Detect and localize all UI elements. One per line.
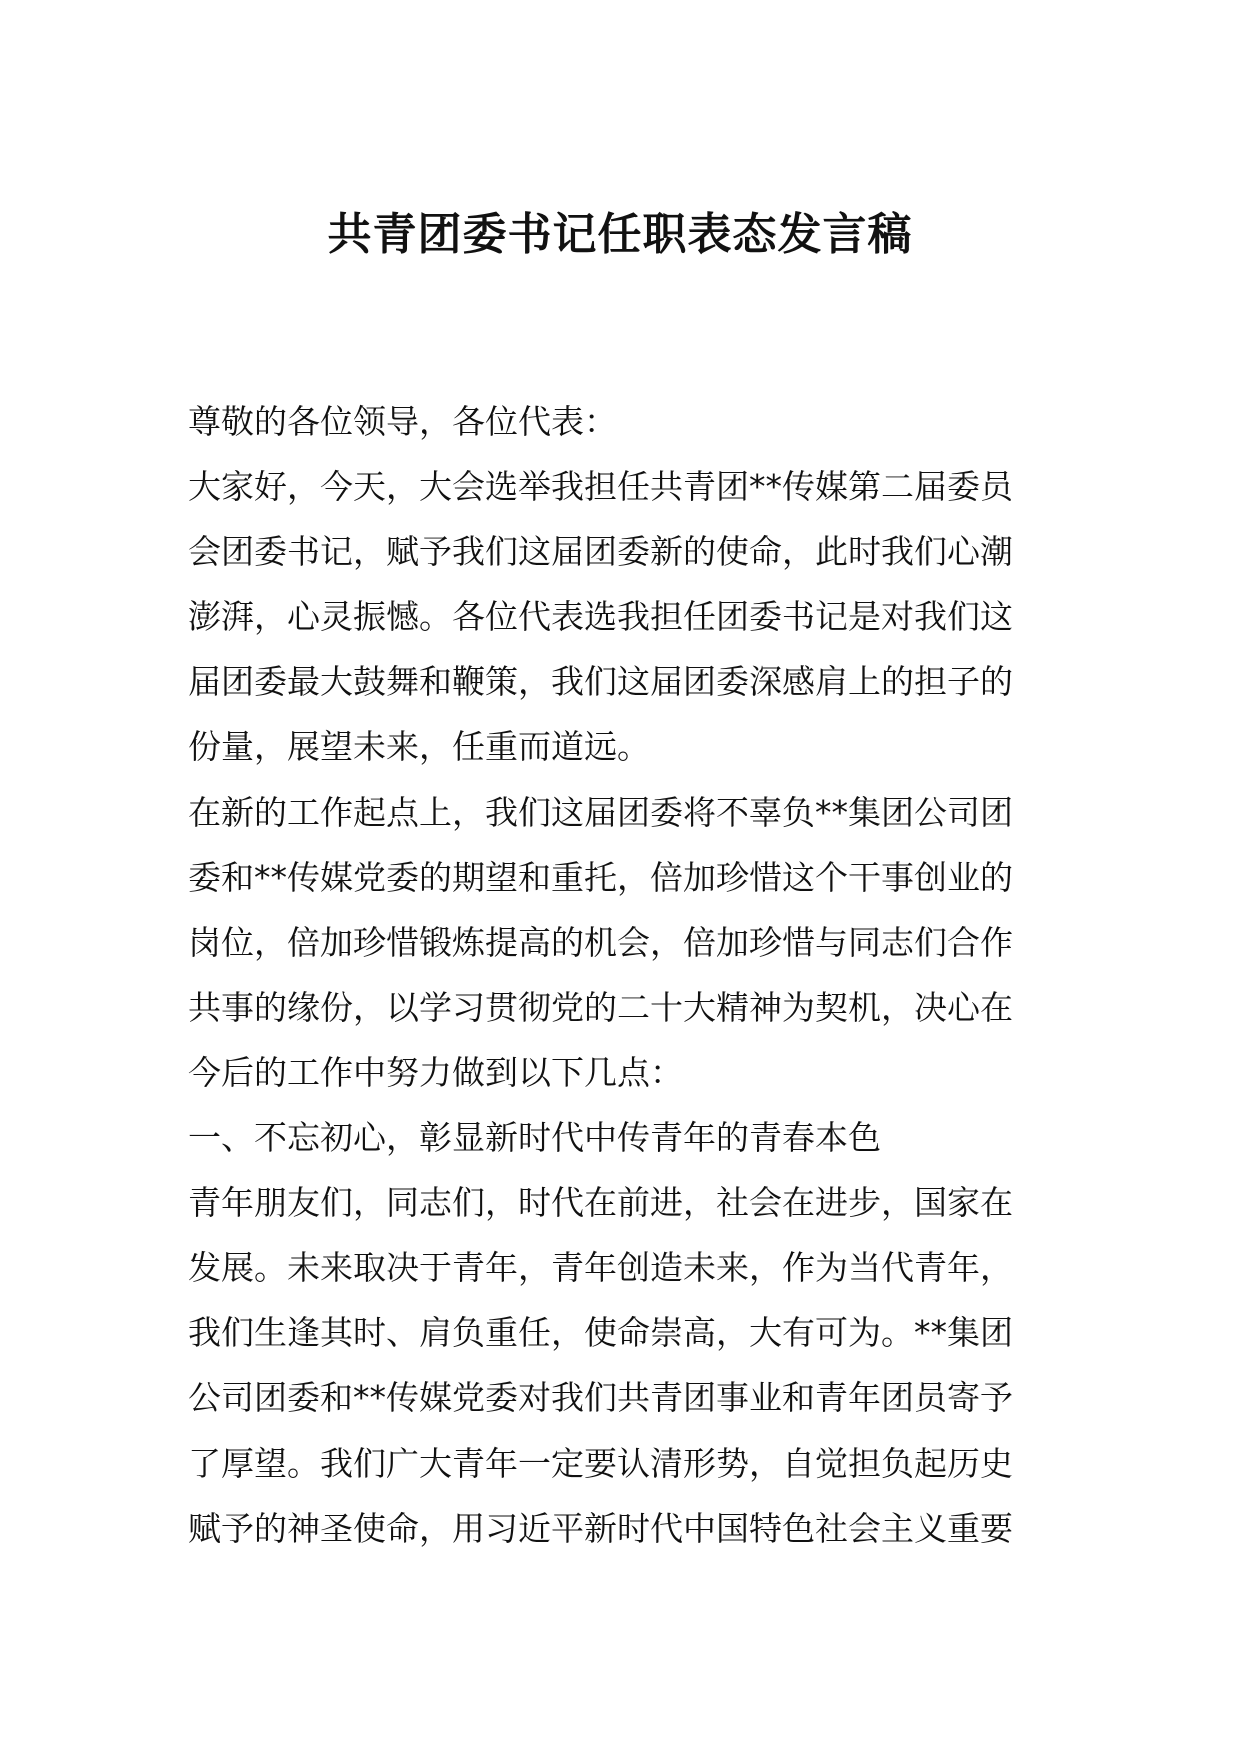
body-line: 大家好，今天，大会选举我担任共青团**传媒第二届委员	[188, 467, 1013, 507]
salutation-line: 尊敬的各位领导，各位代表：	[188, 402, 617, 441]
section-heading: 一、不忘初心，彰显新时代中传青年的青春本色	[188, 1118, 881, 1158]
body-line: 赋予的神圣使命，用习近平新时代中国特色社会主义重要	[188, 1508, 1013, 1548]
body-line: 我们生逢其时、肩负重任，使命崇高，大有可为。**集团	[188, 1313, 1013, 1353]
body-line: 在新的工作起点上，我们这届团委将不辜负**集团公司团	[188, 792, 1013, 832]
body-line: 委和**传媒党委的期望和重托，倍加珍惜这个干事创业的	[188, 857, 1013, 897]
body-line: 了厚望。我们广大青年一定要认清形势，自觉担负起历史	[188, 1443, 1013, 1483]
body-line: 今后的工作中努力做到以下几点：	[188, 1052, 683, 1092]
body-line: 岗位，倍加珍惜锻炼提高的机会，倍加珍惜与同志们合作	[188, 922, 1013, 962]
body-line: 份量，展望未来，任重而道远。	[188, 727, 650, 767]
body-line: 澎湃，心灵振憾。各位代表选我担任团委书记是对我们这	[188, 597, 1013, 637]
body-line: 发展。未来取决于青年，青年创造未来，作为当代青年，	[188, 1248, 1013, 1288]
document-body	[188, 389, 1058, 1561]
body-line: 公司团委和**传媒党委对我们共青团事业和青年团员寄予	[188, 1378, 1013, 1418]
body-line: 青年朋友们，同志们，时代在前进，社会在进步，国家在	[188, 1183, 1013, 1223]
body-line: 会团委书记，赋予我们这届团委新的使命，此时我们心潮	[188, 532, 1013, 572]
body-line: 共事的缘份，以学习贯彻党的二十大精神为契机，决心在	[188, 987, 1013, 1027]
document-title: 共青团委书记任职表态发言稿	[327, 209, 913, 260]
body-line: 届团委最大鼓舞和鞭策，我们这届团委深感肩上的担子的	[188, 662, 1013, 702]
